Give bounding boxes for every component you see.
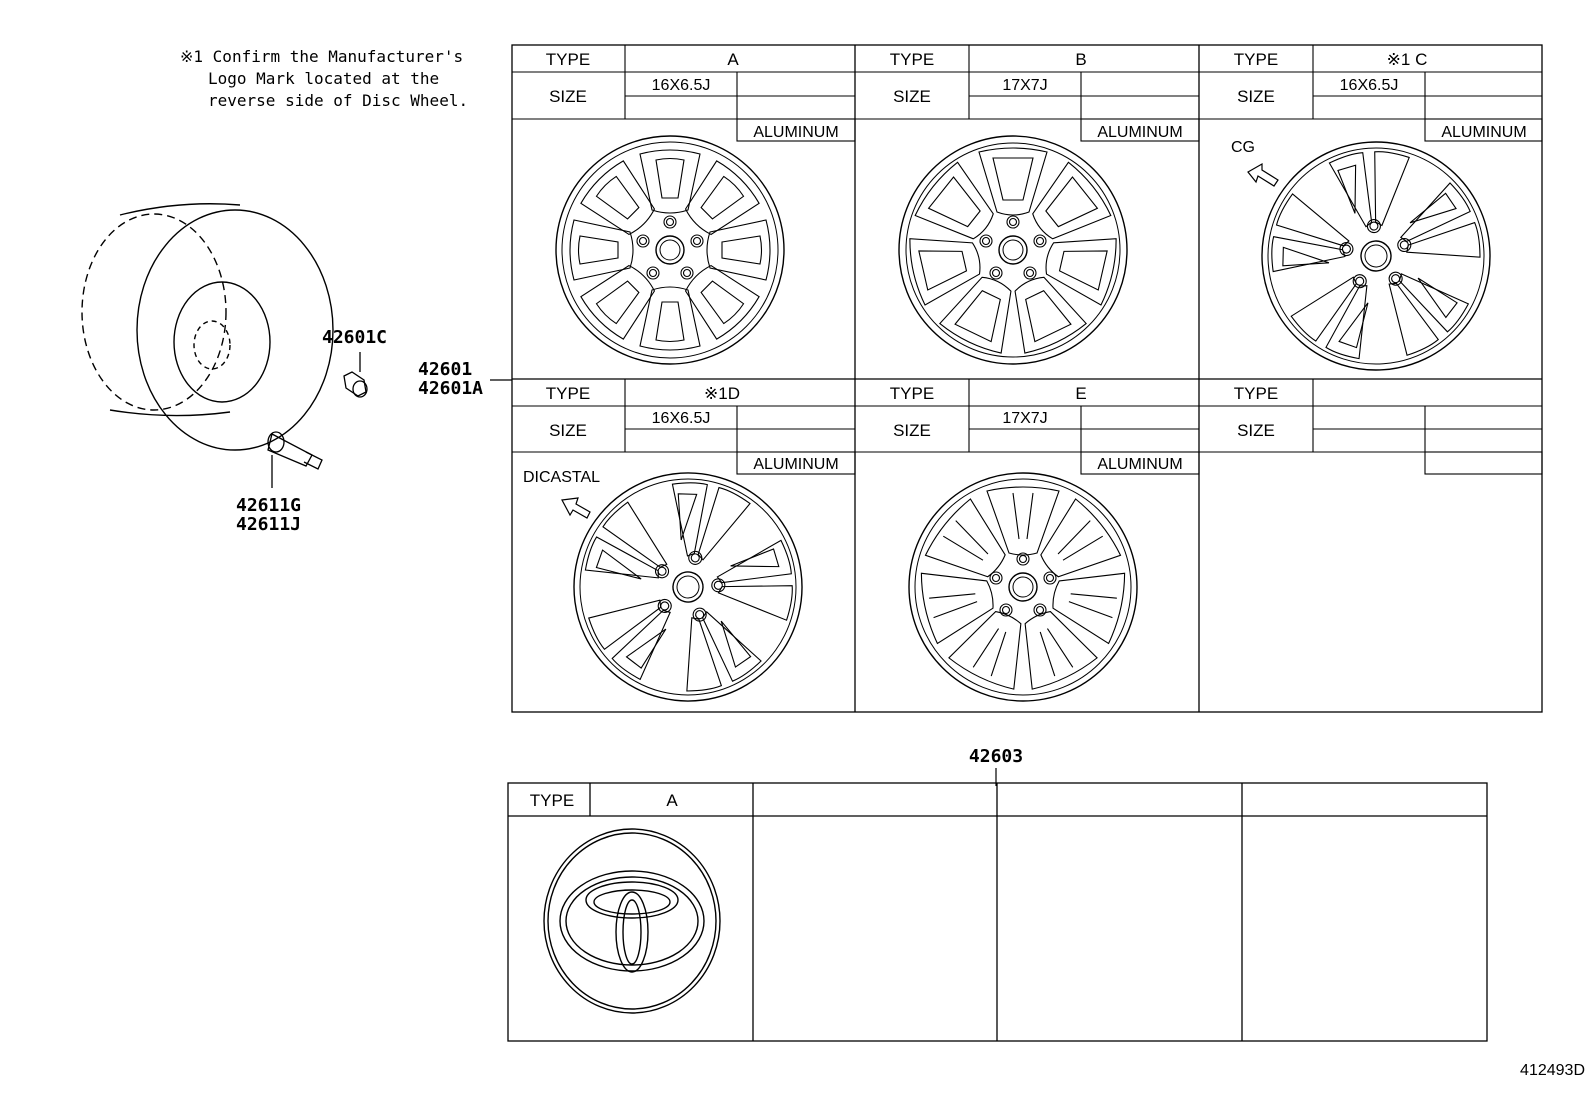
wheel-type-e: E [1075,384,1087,403]
size-label-e: SIZE [893,421,931,440]
part-number-wheel-2[interactable]: 42601A [418,378,484,399]
wheel-image-b[interactable] [899,136,1127,364]
callout-cg: CG [1231,139,1255,156]
wheel-type-values [704,50,1427,403]
note-line-3: reverse side of Disc Wheel. [208,91,469,110]
wheel-type-b: B [1075,50,1087,69]
callout-dicastal: DICASTAL [523,469,601,486]
tire-back-rim [82,214,226,410]
type-label-f: TYPE [1233,384,1279,403]
wheel-material-b: ALUMINUM [1097,124,1183,141]
valve-stem[interactable] [268,432,322,488]
part-number-wheel-1[interactable]: 42601 [418,359,473,380]
ornament-type-value: A [666,791,678,810]
part-number-ornament[interactable]: 42603 [968,746,1024,767]
size-label-d: SIZE [549,421,587,440]
part-number-valve-1[interactable]: 42611G [236,495,302,516]
wheel-image-d[interactable] [550,449,826,725]
size-label-a: SIZE [549,87,587,106]
toyota-emblem-icon[interactable] [544,829,720,1013]
wheel-size-d: 16X6.5J [651,410,711,427]
type-label-e: TYPE [889,384,935,403]
tire-assembly[interactable] [82,204,333,450]
wheel-size-c: 16X6.5J [1339,77,1399,94]
part-number-valve-2[interactable]: 42611J [236,514,302,535]
size-label-c: SIZE [1237,87,1275,106]
wheel-type-a: A [727,50,739,69]
arrow-icon [1248,164,1278,186]
wheel-size-a: 16X6.5J [651,77,711,94]
wheel-image-a[interactable] [556,136,784,364]
logo-note [180,47,468,110]
part-number-nut[interactable]: 42601C [322,327,388,348]
arrow-icon [562,498,590,518]
wheel-size-b: 17X7J [1002,77,1048,94]
wheel-image-e[interactable] [909,473,1137,701]
tire-sidewall [137,210,333,450]
wheel-type-d: ※1D [704,384,740,403]
wheel-image-c[interactable] [1254,134,1497,377]
type-label-a: TYPE [545,50,591,69]
type-label-c: TYPE [1233,50,1279,69]
ornament-type-label: TYPE [529,791,575,810]
size-label-f: SIZE [1237,421,1275,440]
wheel-material-e: ALUMINUM [1097,456,1183,473]
wheel-size-e: 17X7J [1002,410,1048,427]
wheel-type-c: ※1 C [1386,50,1428,69]
note-line-1: ※1 Confirm the Manufacturer's [180,47,464,66]
wheel-material-d: ALUMINUM [753,456,839,473]
size-label-b: SIZE [893,87,931,106]
note-line-2: Logo Mark located at the [208,69,440,88]
type-label-b: TYPE [889,50,935,69]
hub-nut[interactable] [344,352,367,397]
type-label-d: TYPE [545,384,591,403]
wheel-table-labels [546,50,1278,440]
wheel-material-a: ALUMINUM [753,124,839,141]
wheel-material-c: ALUMINUM [1441,124,1527,141]
wheel-material-values [753,124,1526,473]
figure-id: 412493D [1520,1062,1585,1079]
